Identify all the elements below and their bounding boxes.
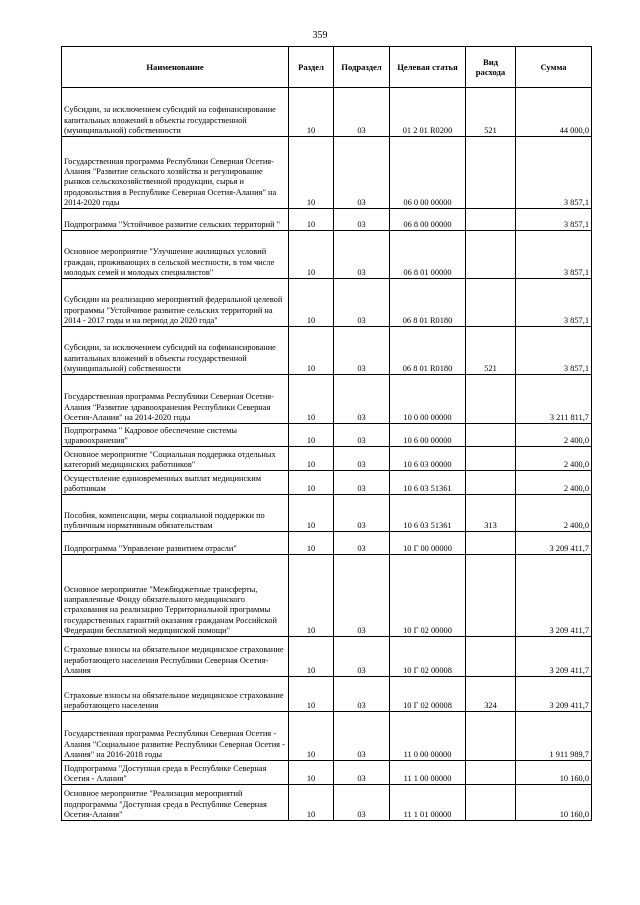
row-subsection: 03	[334, 785, 390, 821]
row-expense-type	[466, 761, 516, 785]
row-subsection: 03	[334, 375, 390, 424]
row-article: 10 Г 02 00008	[390, 677, 466, 712]
row-subsection: 03	[334, 532, 390, 555]
row-subsection: 03	[334, 327, 390, 375]
row-article: 10 6 03 51361	[390, 471, 466, 495]
row-article: 10 6 03 00000	[390, 447, 466, 471]
row-section: 10	[289, 471, 334, 495]
row-subsection: 03	[334, 495, 390, 532]
table-row	[62, 495, 592, 532]
row-name: Основное мероприятие "Реализация мероприятий подпрограммы "Доступная среда в Республике Северная Осетия-Алания"	[62, 785, 289, 821]
header-name: Наименование	[62, 47, 289, 88]
row-name: Подпрограмма " Кадровое обеспечение системы здравоохранения"	[62, 424, 289, 447]
table-row	[62, 375, 592, 424]
row-article: 06 8 00 00000	[390, 209, 466, 231]
row-expense-type	[466, 471, 516, 495]
header-subsection: Подраздел	[334, 47, 390, 88]
row-sum: 3 857,1	[516, 279, 592, 327]
table-row	[62, 424, 592, 447]
row-expense-type	[466, 137, 516, 209]
row-name: Страховые взносы на обязательное медицинское страхование неработающего населения Республики Северная Осетия-Алания	[62, 637, 289, 677]
row-expense-type	[466, 231, 516, 279]
row-expense-type	[466, 424, 516, 447]
row-subsection: 03	[334, 209, 390, 231]
row-sum: 44 000,0	[516, 88, 592, 137]
row-expense-type	[466, 447, 516, 471]
row-name: Субсидии, за исключением субсидий на софинансирование капитальных вложений в объекты государственной (муниципальной) собственности	[62, 327, 289, 375]
row-section: 10	[289, 424, 334, 447]
row-sum: 10 160,0	[516, 761, 592, 785]
table-row	[62, 327, 592, 375]
row-subsection: 03	[334, 471, 390, 495]
table-row	[62, 471, 592, 495]
row-section: 10	[289, 231, 334, 279]
table-row	[62, 279, 592, 327]
row-subsection: 03	[334, 137, 390, 209]
row-section: 10	[289, 209, 334, 231]
row-section: 10	[289, 279, 334, 327]
row-sum: 1 911 989,7	[516, 712, 592, 761]
row-name: Государственная программа Республики Северная Осетия-Алания "Развитие здравоохранения Республики Северная Осетия-Алания" на 2014-2020 годы	[62, 375, 289, 424]
row-section: 10	[289, 555, 334, 637]
row-article: 06 8 01 R0180	[390, 327, 466, 375]
header-section: Раздел	[289, 47, 334, 88]
row-name: Субсидии на реализацию мероприятий федеральной целевой программы "Устойчивое развитие сельских территорий на 2014 - 2017 годы и на период до 2020 года"	[62, 279, 289, 327]
row-article: 10 6 03 51361	[390, 495, 466, 532]
table-row	[62, 447, 592, 471]
row-section: 10	[289, 137, 334, 209]
row-article: 06 0 00 00000	[390, 137, 466, 209]
row-subsection: 03	[334, 231, 390, 279]
row-name: Подпрограмма "Управление развитием отрасли"	[62, 532, 289, 555]
row-expense-type: 324	[466, 677, 516, 712]
table-row	[62, 88, 592, 137]
table-row	[62, 712, 592, 761]
row-sum: 3 209 411,7	[516, 677, 592, 712]
row-expense-type	[466, 375, 516, 424]
row-subsection: 03	[334, 555, 390, 637]
row-article: 10 Г 02 00000	[390, 555, 466, 637]
row-name: Основное мероприятие "Улучшение жилищных условий граждан, проживающих в сельской местности, в том числе молодых семей и молодых специалистов"	[62, 231, 289, 279]
row-article: 01 2 01 R0200	[390, 88, 466, 137]
row-name: Субсидии, за исключением субсидий на софинансирование капитальных вложений в объекты государственной (муниципальной) собственности	[62, 88, 289, 137]
row-section: 10	[289, 677, 334, 712]
row-subsection: 03	[334, 279, 390, 327]
table-row	[62, 209, 592, 231]
row-subsection: 03	[334, 677, 390, 712]
header-target-article: Целевая статья	[390, 47, 466, 88]
row-expense-type	[466, 279, 516, 327]
row-section: 10	[289, 712, 334, 761]
row-article: 10 Г 00 00000	[390, 532, 466, 555]
row-article: 10 0 00 00000	[390, 375, 466, 424]
row-article: 11 1 01 00000	[390, 785, 466, 821]
row-name: Страховые взносы на обязательное медицинское страхование неработающего населения	[62, 677, 289, 712]
table-row	[62, 231, 592, 279]
row-subsection: 03	[334, 637, 390, 677]
table-row	[62, 677, 592, 712]
row-sum: 3 209 411,7	[516, 555, 592, 637]
row-sum: 3 209 411,7	[516, 637, 592, 677]
row-sum: 3 857,1	[516, 137, 592, 209]
row-sum: 3 211 811,7	[516, 375, 592, 424]
row-subsection: 03	[334, 447, 390, 471]
row-name: Пособия, компенсации, меры социальной поддержки по публичным нормативным обязательствам	[62, 495, 289, 532]
row-expense-type: 521	[466, 88, 516, 137]
row-section: 10	[289, 532, 334, 555]
row-expense-type	[466, 637, 516, 677]
row-article: 11 0 00 00000	[390, 712, 466, 761]
row-section: 10	[289, 785, 334, 821]
row-subsection: 03	[334, 761, 390, 785]
row-section: 10	[289, 447, 334, 471]
header-sum: Сумма	[516, 47, 592, 88]
row-section: 10	[289, 637, 334, 677]
row-expense-type: 313	[466, 495, 516, 532]
row-name: Основное мероприятие "Межбюджетные трансферты, направленные Фонду обязательного медицинского страхования на реализацию Территориальной программы государственных гарантий оказания гражданам Российской Федерации бесплатной медицинской помощи"	[62, 555, 289, 637]
row-article: 10 Г 02 00008	[390, 637, 466, 677]
row-name: Государственная программа Республики Северная Осетия-Алания "Развитие сельского хозяйства и регулирование рынков сельскохозяйственной продукции, сырья и продовольствия в Республике Северная Осетия-Алания" на 2014-2020 годы	[62, 137, 289, 209]
row-expense-type	[466, 555, 516, 637]
row-name: Подпрограмма "Устойчивое развитие сельских территорий "	[62, 209, 289, 231]
header-expense-type: Вид расхода	[466, 47, 516, 88]
row-sum: 3 857,1	[516, 327, 592, 375]
table-row	[62, 637, 592, 677]
row-section: 10	[289, 761, 334, 785]
row-sum: 2 400,0	[516, 495, 592, 532]
row-expense-type	[466, 712, 516, 761]
row-name: Подпрограмма "Доступная среда в Республике Северная Осетия - Алания"	[62, 761, 289, 785]
row-article: 11 1 00 00000	[390, 761, 466, 785]
budget-table	[61, 46, 592, 821]
table-row	[62, 785, 592, 821]
row-section: 10	[289, 375, 334, 424]
row-sum: 3 857,1	[516, 231, 592, 279]
row-subsection: 03	[334, 88, 390, 137]
row-name: Основное мероприятие "Социальная поддержка отдельных категорий медицинских работников"	[62, 447, 289, 471]
table-row	[62, 137, 592, 209]
row-sum: 2 400,0	[516, 471, 592, 495]
row-expense-type: 521	[466, 327, 516, 375]
table-row	[62, 761, 592, 785]
row-sum: 2 400,0	[516, 447, 592, 471]
row-article: 06 8 01 00000	[390, 231, 466, 279]
row-sum: 10 160,0	[516, 785, 592, 821]
table-row	[62, 532, 592, 555]
row-name: Осуществление единовременных выплат медицинским работникам	[62, 471, 289, 495]
table-row	[62, 555, 592, 637]
page-number: 359	[312, 30, 328, 41]
row-subsection: 03	[334, 424, 390, 447]
row-section: 10	[289, 88, 334, 137]
table-header-row	[62, 47, 592, 88]
row-subsection: 03	[334, 712, 390, 761]
row-section: 10	[289, 327, 334, 375]
row-expense-type	[466, 785, 516, 821]
row-name: Государственная программа Республики Северная Осетия - Алания "Социальное развитие Республики Северная Осетия - Алания" на 2016-2018 годы	[62, 712, 289, 761]
row-article: 06 8 01 R0180	[390, 279, 466, 327]
row-section: 10	[289, 495, 334, 532]
row-article: 10 6 00 00000	[390, 424, 466, 447]
row-expense-type	[466, 532, 516, 555]
row-sum: 3 209 411,7	[516, 532, 592, 555]
row-sum: 3 857,1	[516, 209, 592, 231]
row-expense-type	[466, 209, 516, 231]
row-sum: 2 400,0	[516, 424, 592, 447]
